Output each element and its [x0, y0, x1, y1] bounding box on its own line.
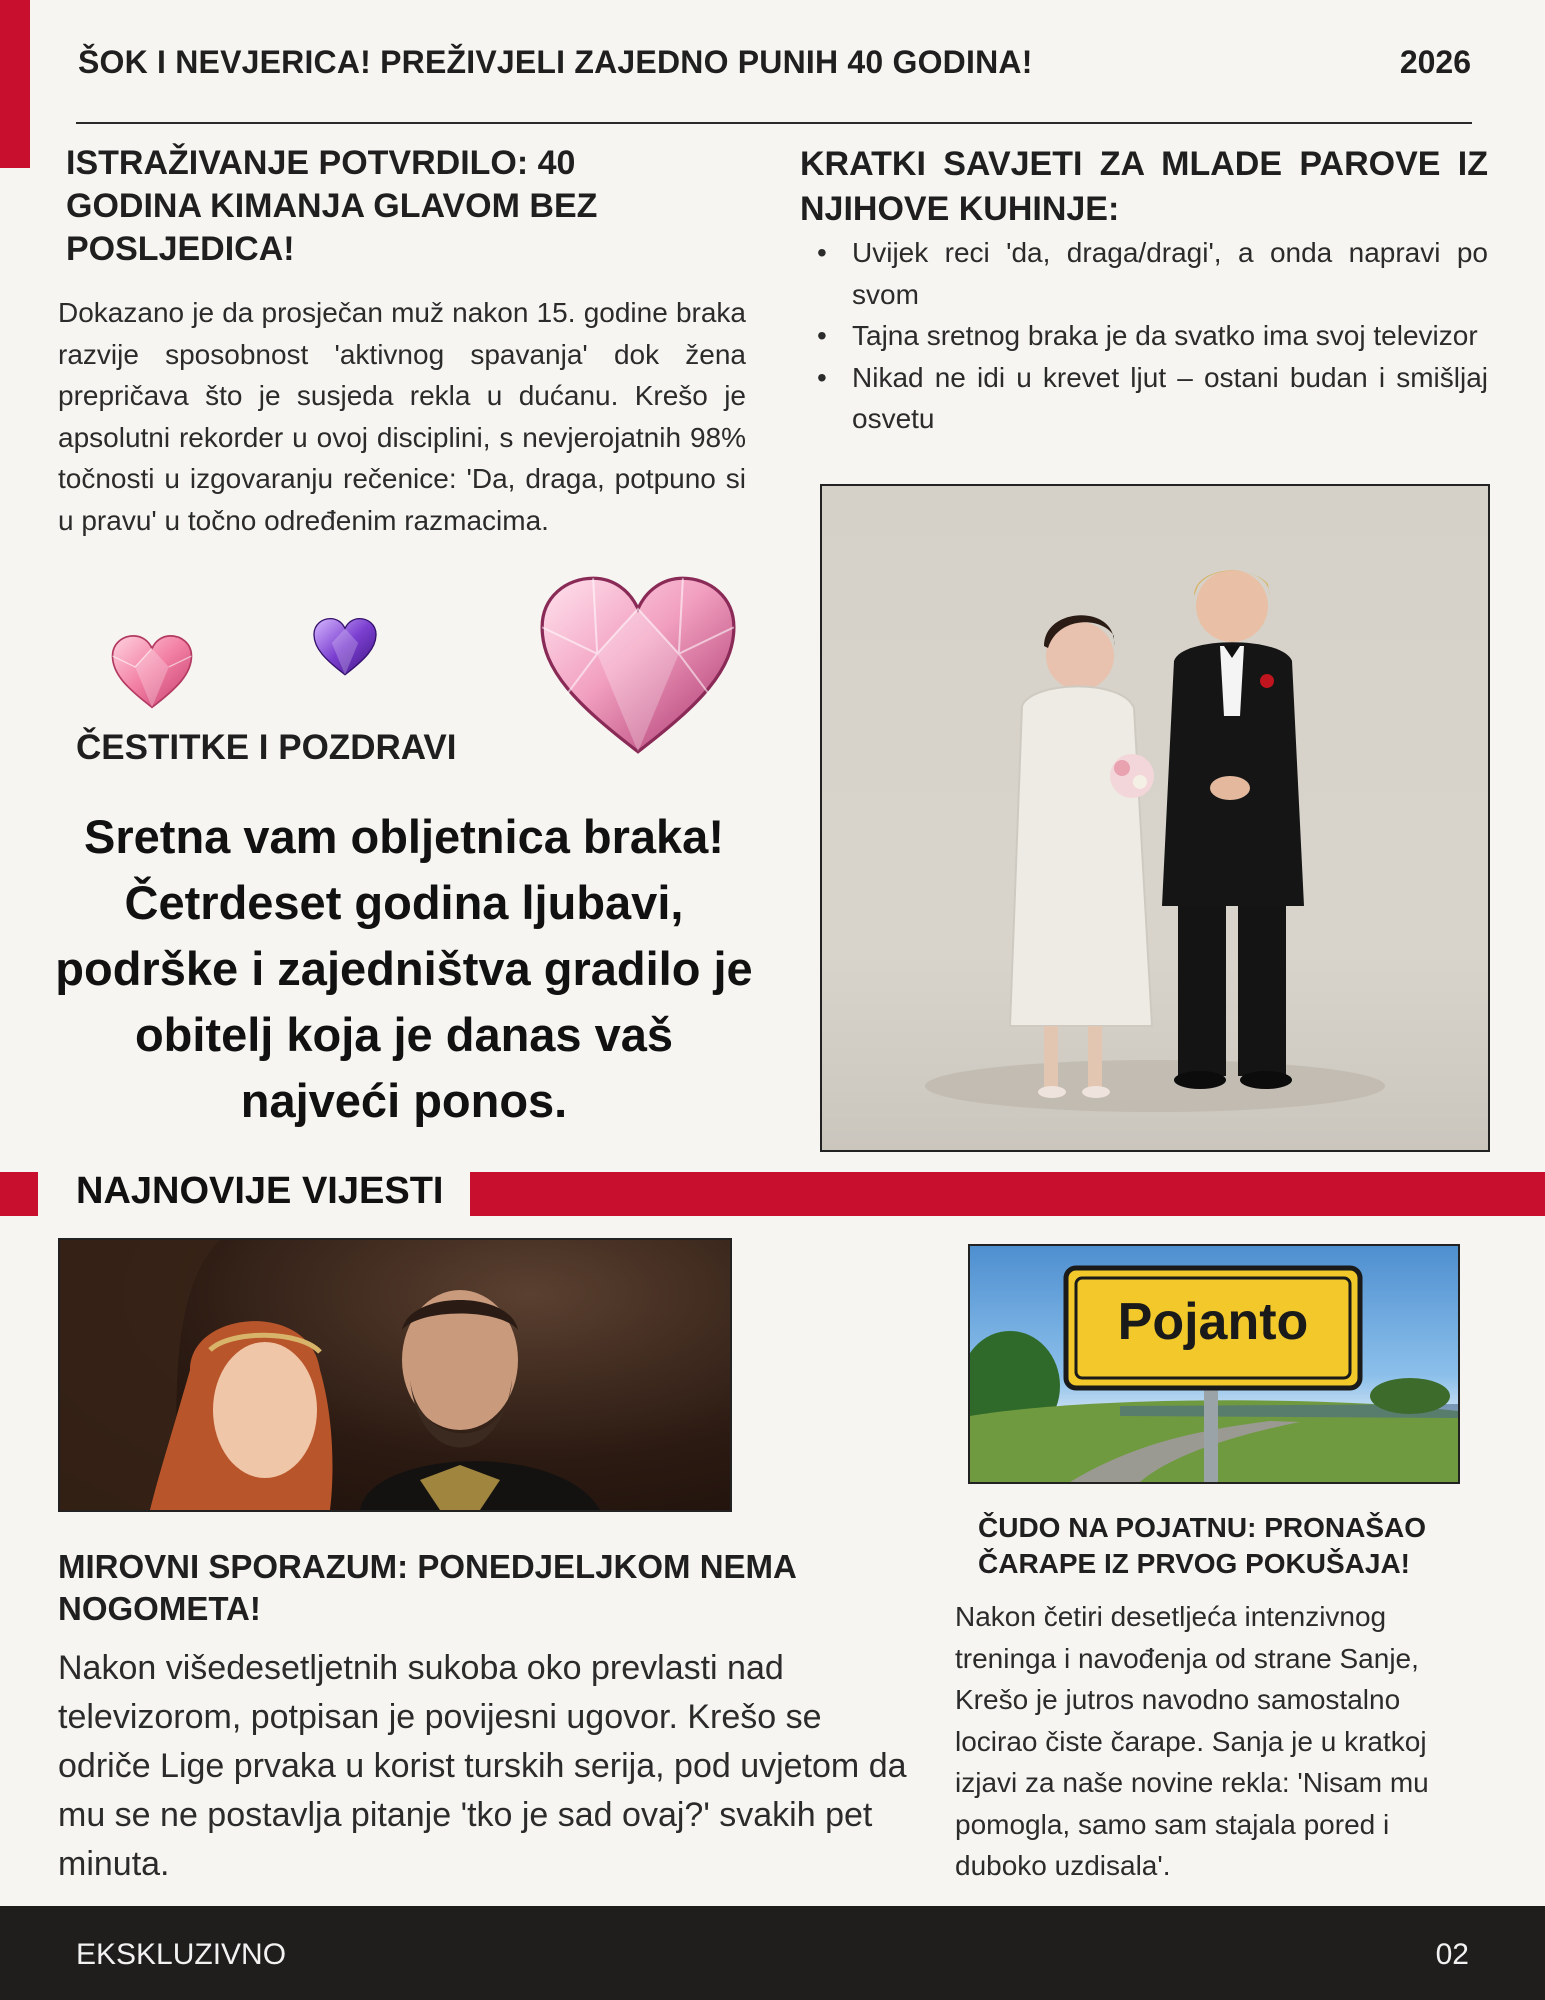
- corner-accent-bar: [0, 0, 30, 168]
- list-item: • Tajna sretnog braka je da svatko ima svoj televizor: [800, 315, 1488, 357]
- page-footer: [0, 1906, 1545, 2000]
- footer-label: EKSKLUZIVNO: [76, 1938, 287, 1971]
- bullet-dot-icon: •: [817, 320, 827, 351]
- bullet-dot-icon: •: [817, 361, 827, 393]
- road-sign-text: Pojanto: [1117, 1293, 1309, 1351]
- greetings-label: ČESTITKE I POZDRAVI: [76, 728, 457, 767]
- heart-gem-icon: [312, 616, 378, 678]
- list-item: • Nikad ne idi u krevet ljut – ostani budan i smišljaj osvetu: [800, 357, 1488, 440]
- article1-title: ISTRAŽIVANJE POTVRDILO: 40 GODINA KIMANJA GLAVOM BEZ POSLJEDICA!: [66, 144, 598, 268]
- list-item: • Uvijek reci 'da, draga/dragi', a onda napravi po svom: [800, 232, 1488, 315]
- couple-illustration: [822, 486, 1488, 1150]
- bullet-dot-icon: •: [817, 237, 827, 268]
- header-divider: [76, 122, 1472, 124]
- page-number: 02: [1435, 1938, 1469, 1971]
- heart-gem-icon: [110, 632, 194, 712]
- article3-body: Nakon četiri desetljeća intenzivnog treninga i navođenja od strane Sanje, Krešo je jutros navodno samostalno locirao čiste čarape. Sanja je u kratkoj izjavi za naše novine rekla: 'Nisam mu pomogla, samo sam stajala pored i duboko uzdisala'.: [955, 1601, 1429, 1881]
- couple-photo: [820, 484, 1490, 1152]
- greetings-text: Sretna vam obljetnica braka! Četrdeset godina ljubavi, podrške i zajedništva gradilo je obitelj koja je danas vaš najveći ponos.: [55, 810, 753, 1127]
- page-header-title: ŠOK I NEVJERICA! PREŽIVJELI ZAJEDNO PUNIH 40 GODINA!: [78, 44, 1033, 80]
- drama-still-photo: [58, 1238, 732, 1512]
- tips-list: [800, 232, 1488, 440]
- article2-body: Nakon višedesetljetnih sukoba oko prevlasti nad televizorom, potpisan je povijesni ugovor. Krešo se odriče Lige prvaka u korist turskih serija, pod uvjetom da mu se ne postavlja pitanje 'tko je sad ovaj?' svakih pet minuta.: [58, 1649, 907, 1883]
- news-section-label: NAJNOVIJE VIJESTI: [76, 1170, 444, 1212]
- tips-title: KRATKI SAVJETI ZA MLADE PAROVE IZ NJIHOVE KUHINJE:: [800, 145, 1488, 228]
- drama-illustration: [60, 1240, 730, 1510]
- road-sign-photo: [968, 1244, 1460, 1484]
- news-band-left: [0, 1172, 38, 1216]
- news-band-right: [470, 1172, 1545, 1216]
- road-sign-illustration: [970, 1246, 1458, 1482]
- article2-title: MIROVNI SPORAZUM: PONEDJELJKOM NEMA NOGOMETA!: [58, 1548, 796, 1627]
- heart-gem-icon: [536, 568, 740, 764]
- article3-title: ČUDO NA POJATNU: PRONAŠAO ČARAPE IZ PRVOG POKUŠAJA!: [978, 1512, 1427, 1579]
- page-header-year: 2026: [1399, 44, 1471, 80]
- article1-body: Dokazano je da prosječan muž nakon 15. godine braka razvije sposobnost 'aktivnog spavanja' dok žena prepričava što je susjeda rekla u dućanu. Krešo je apsolutni rekorder u ovoj disciplini, s nevjerojatnih 98% točnosti u izgovaranju rečenice: 'Da, draga, potpuno si u pravu' u točno određenim razmacima.: [58, 297, 746, 536]
